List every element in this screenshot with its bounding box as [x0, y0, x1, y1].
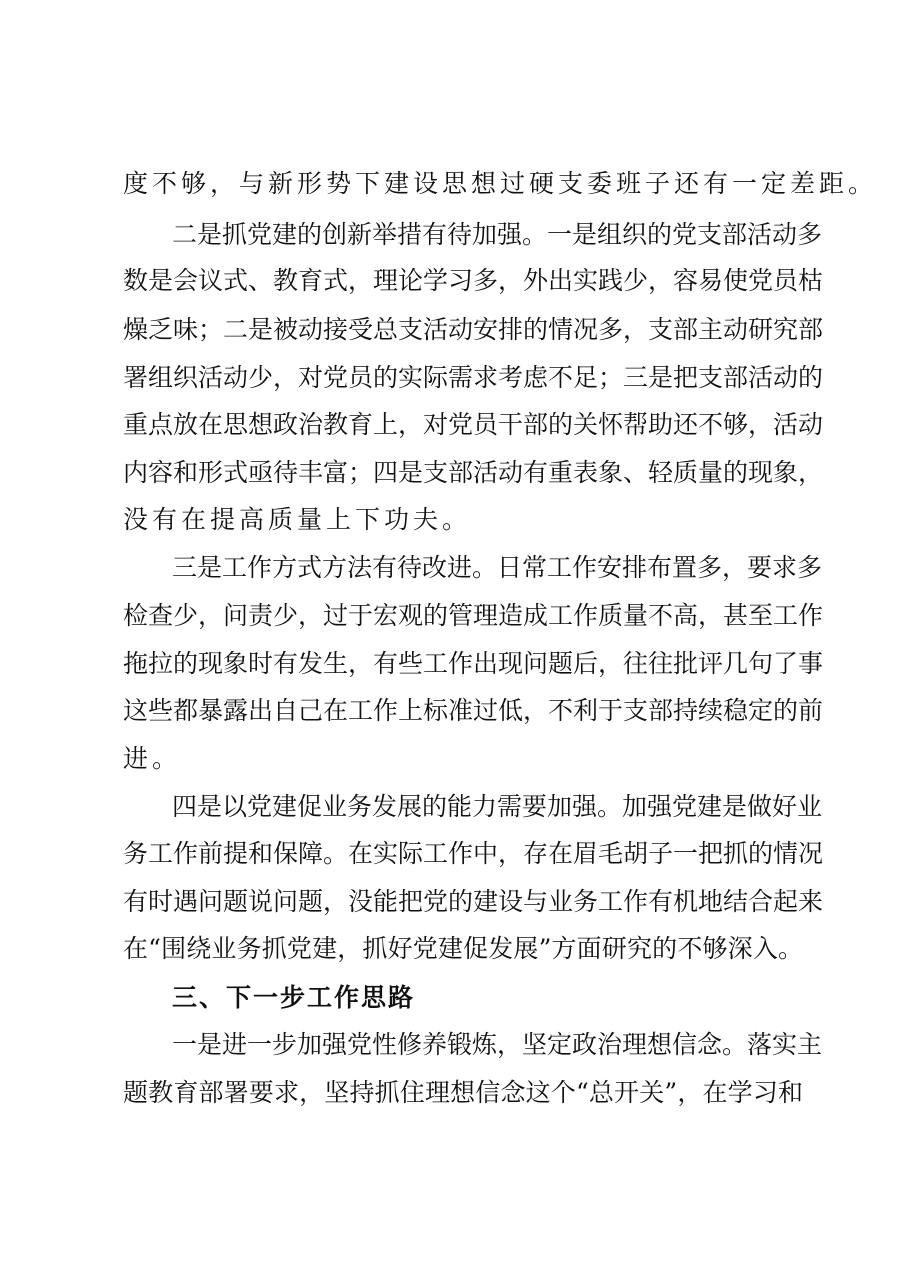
- body-text-line: 燥乏味；二是被动接受总支活动安排的情况多，支部主动研究部: [123, 315, 824, 344]
- paragraph-first-line: 三是工作方式方法有待改进。日常工作安排布置多，要求多: [172, 553, 823, 582]
- section-heading: 三、下一步工作思路: [172, 983, 416, 1012]
- body-text-line: 数是会议式、教育式，理论学习多，外出实践少，容易使党员枯: [123, 266, 824, 295]
- paragraph-first-line: 一是进一步加强党性修养锻炼，坚定政治理想信念。落实主: [172, 1030, 823, 1059]
- paragraph-first-line: 四是以党建促业务发展的能力需要加强。加强党建是做好业: [172, 792, 823, 821]
- body-text-line: 在“围绕业务抓党建，抓好党建促发展”方面研究的不够深入。: [123, 934, 803, 963]
- body-text-line: 拖拉的现象时有发生，有些工作出现问题后，往往批评几句了事: [123, 649, 824, 678]
- body-text-line: 检查少，问责少，过于宏观的管理造成工作质量不高，甚至工作: [123, 601, 824, 630]
- paragraph-first-line: 二是抓党建的创新举措有待加强。一是组织的党支部活动多: [172, 220, 823, 249]
- body-text-line: 进。: [123, 744, 182, 773]
- body-text-line: 务工作前提和保障。在实际工作中，存在眉毛胡子一把抓的情况: [123, 839, 824, 868]
- body-text-line: 内容和形式亟待丰富；四是支部活动有重表象、轻质量的现象，: [123, 458, 824, 487]
- body-text-line: 署组织活动少，对党员的实际需求考虑不足；三是把支部活动的: [123, 363, 824, 392]
- body-text-line: 这些都暴露出自己在工作上标准过低，不利于支部持续稳定的前: [123, 696, 824, 725]
- body-text-line: 没有在提高质量上下功夫。: [123, 505, 472, 534]
- body-text-line: 度不够，与新形势下建设思想过硬支委班子还有一定差距。: [123, 169, 878, 198]
- body-text-line: 有时遇问题说问题，没能把党的建设与业务工作有机地结合起来: [123, 887, 824, 916]
- body-text-line: 题教育部署要求，坚持抓住理想信念这个“总开关”，在学习和: [123, 1078, 803, 1107]
- body-text-line: 重点放在思想政治教育上，对党员干部的关怀帮助还不够，活动: [123, 410, 824, 439]
